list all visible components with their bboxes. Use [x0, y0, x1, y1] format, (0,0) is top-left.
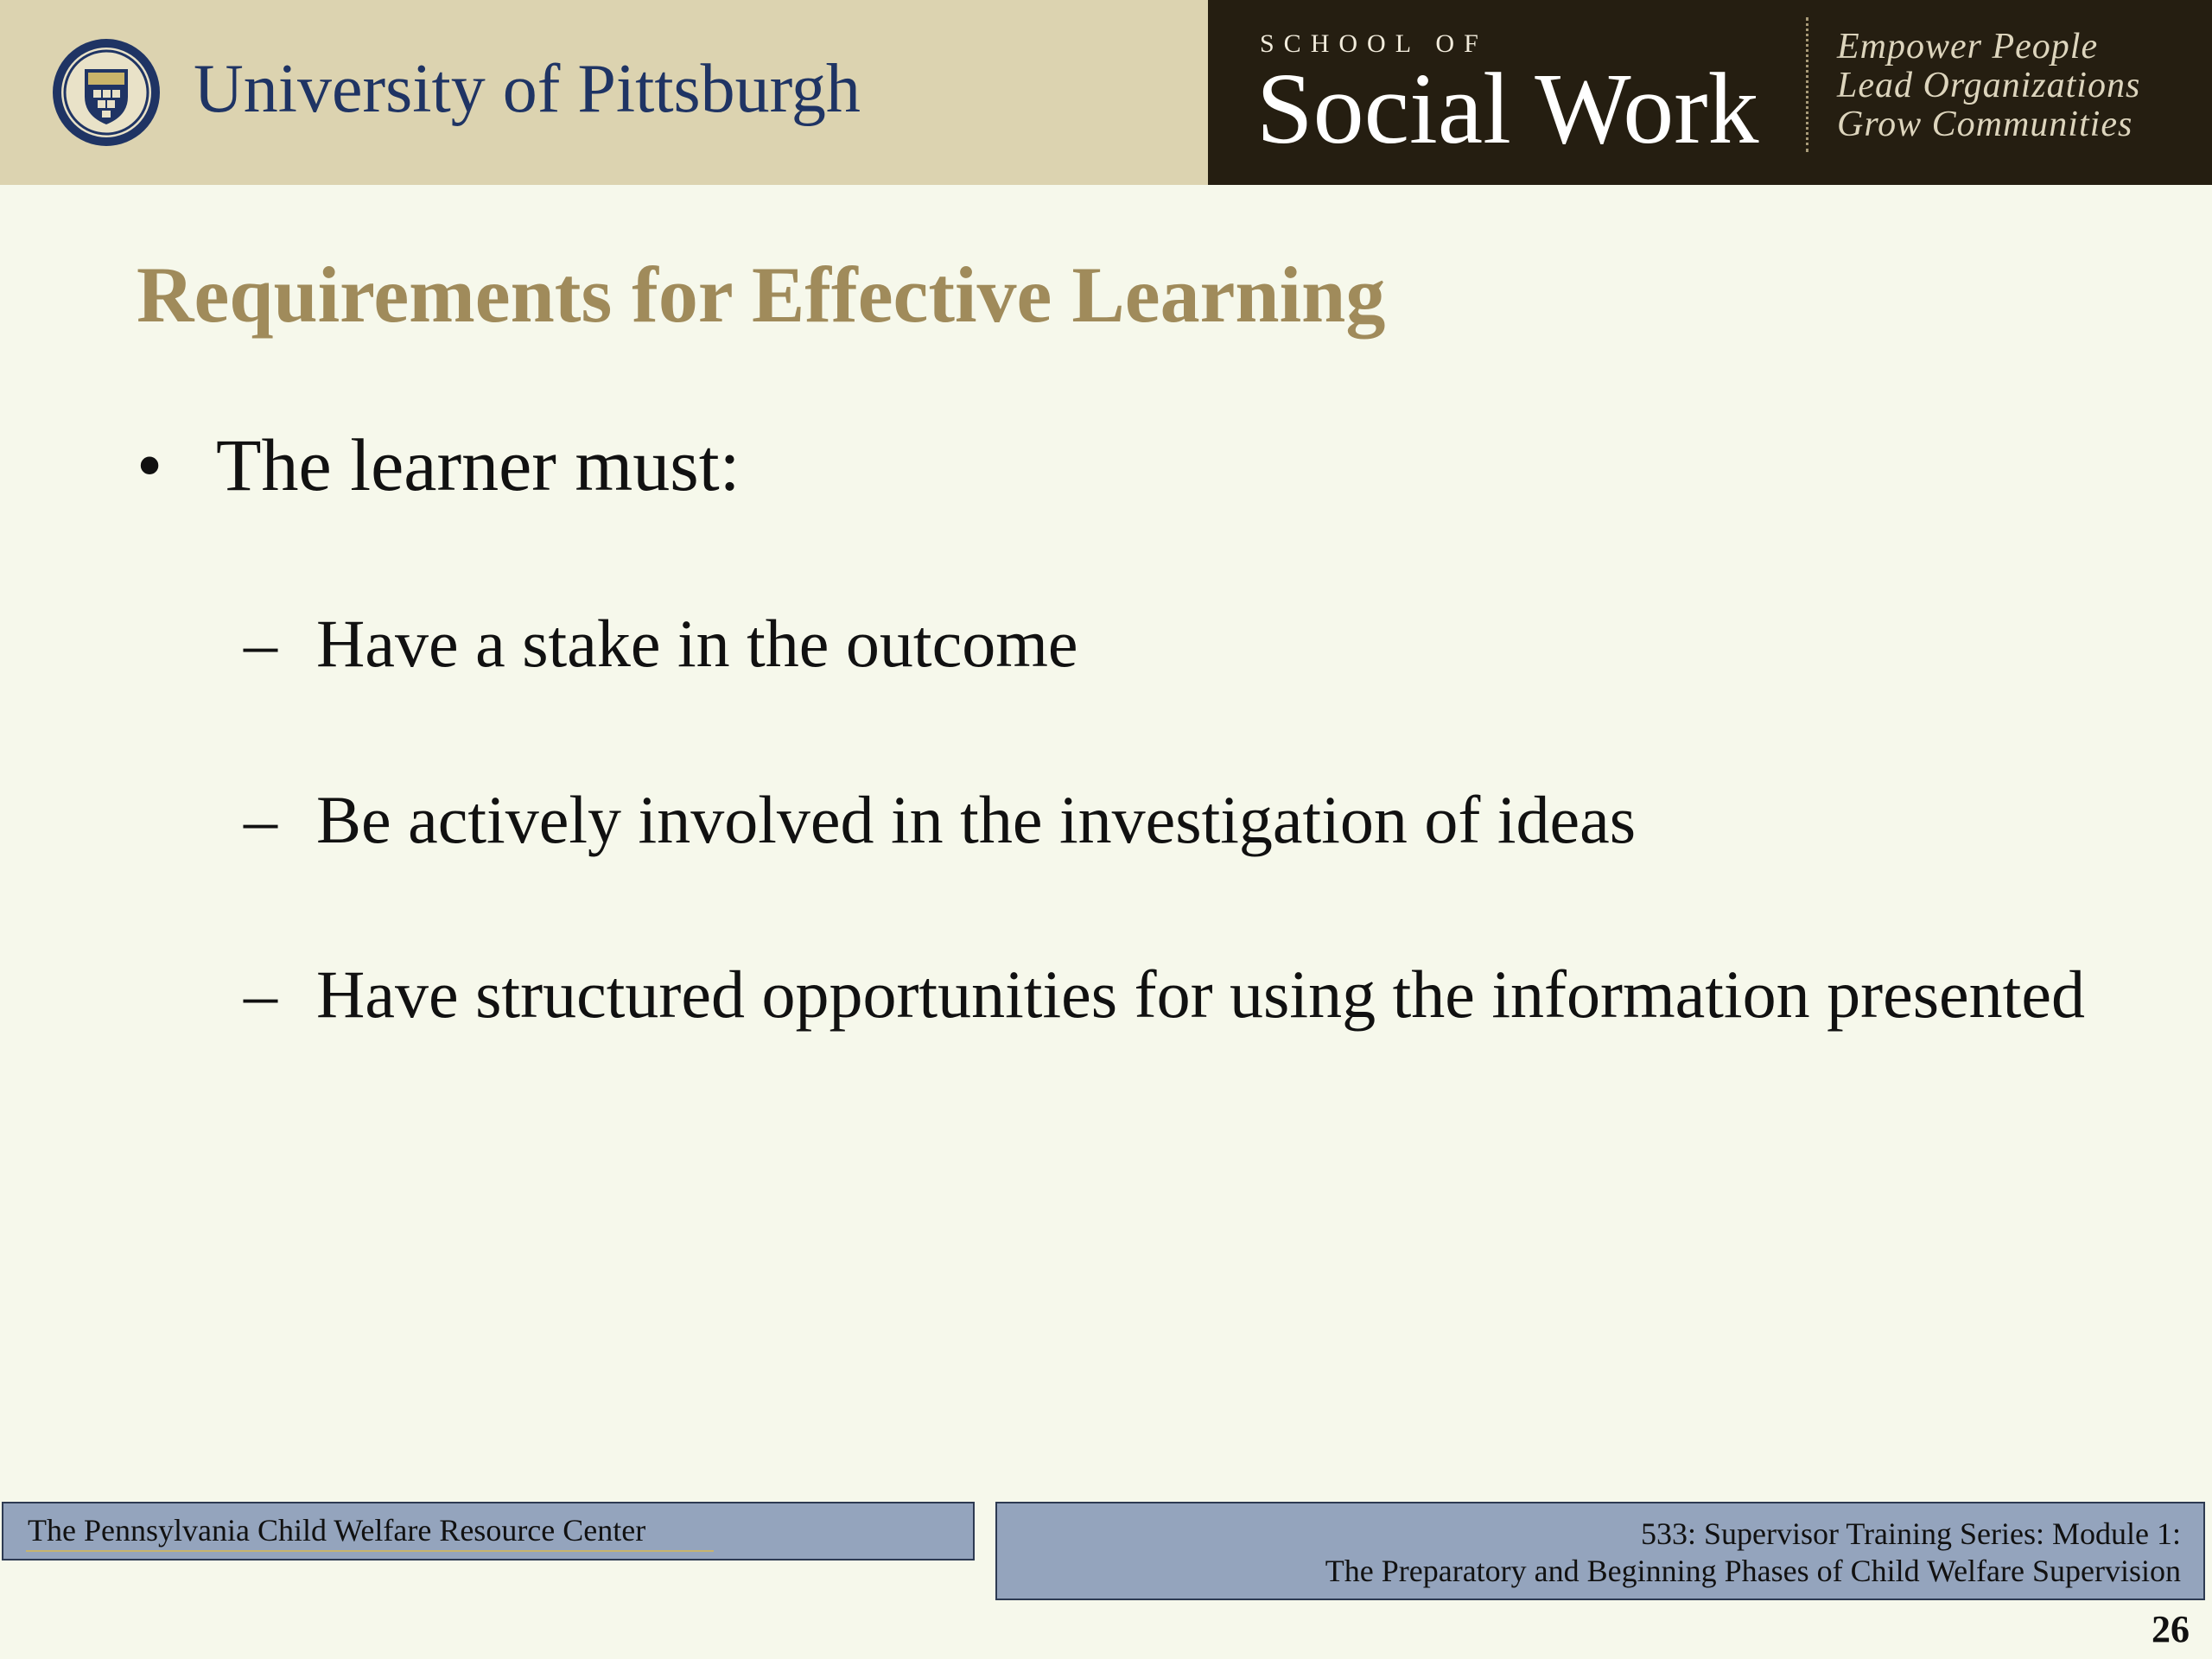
sub-point: [244, 952, 2183, 1037]
footer-left-text: The Pennsylvania Child Welfare Resource Center: [28, 1513, 646, 1548]
tagline-line-2: Lead Organizations: [1837, 66, 2141, 105]
slide-title: Requirements for Effective Learning: [137, 251, 1386, 339]
sub-point-text: Be actively involved in the investigation of ideas: [316, 782, 1637, 857]
footer-resource-center-box: [2, 1502, 975, 1560]
main-bullet-point: [137, 422, 741, 508]
sub-point-marker: –: [244, 782, 277, 857]
sub-point: [244, 778, 2183, 862]
school-name: Social Work: [1256, 52, 1759, 165]
sub-point-text: Have a stake in the outcome: [316, 606, 1078, 681]
header-divider: [1806, 17, 1808, 152]
header-university-band: [0, 0, 1208, 185]
main-point-text: The learner must:: [216, 423, 741, 506]
sub-point-marker: –: [244, 957, 277, 1032]
university-seal-icon: [50, 36, 162, 149]
bullet-marker: •: [137, 423, 163, 506]
sub-point-text: Have structured opportunities for using the information presented: [316, 957, 2085, 1032]
university-name: University of Pittsburgh: [194, 51, 861, 127]
page-number: 26: [2152, 1608, 2190, 1650]
footer-module-text: [1325, 1516, 2181, 1590]
header-school-band: [1208, 0, 2212, 185]
sub-point: [244, 601, 2183, 686]
footer-module-line-2: The Preparatory and Beginning Phases of Child Welfare Supervision: [1325, 1554, 2181, 1588]
tagline-line-1: Empower People: [1837, 27, 2099, 67]
footer-underline: [26, 1550, 714, 1552]
footer-module-line-1: 533: Supervisor Training Series: Module 1:: [1640, 1516, 2181, 1551]
school-of-label: SCHOOL OF: [1260, 29, 1488, 58]
footer-module-box: [995, 1502, 2205, 1600]
tagline-line-3: Grow Communities: [1837, 105, 2133, 144]
sub-point-marker: –: [244, 606, 277, 681]
